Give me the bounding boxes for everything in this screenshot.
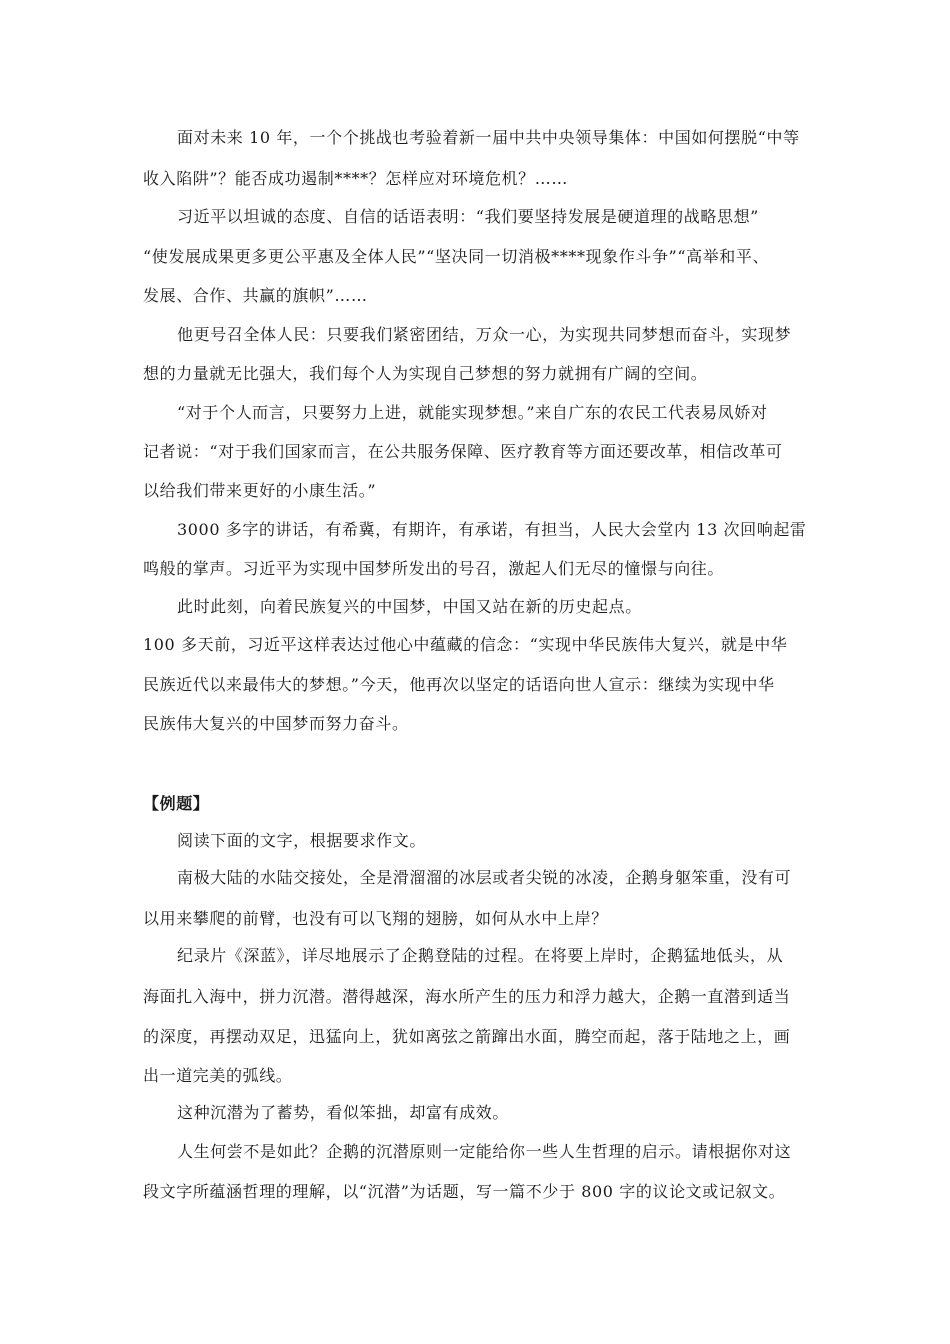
paragraph-line: 以给我们带来更好的小康生活。”	[143, 481, 377, 500]
example-heading: 【例题】	[143, 794, 210, 813]
paragraph-line: 鸣般的掌声。习近平为实现中国梦所发出的号召，激起人们无尽的憧憬与向往。	[143, 559, 725, 578]
paragraph-line: 面对未来 10 年，一个个挑战也考验着新一届中共中央领导集体：中国如何摆脱“中等	[177, 128, 800, 147]
paragraph-line: 阅读下面的文字，根据要求作文。	[177, 831, 427, 850]
paragraph-line: 以用来攀爬的前臂，也没有可以飞翔的翅膀，如何从水中上岸？	[143, 909, 608, 928]
paragraph-line: 收入陷阱”？能否成功遏制****？怎样应对环境危机？……	[143, 169, 568, 188]
paragraph-line: 民族伟大复兴的中国梦而努力奋斗。	[143, 714, 409, 733]
paragraph-line: 3000 多字的讲话，有希冀，有期许，有承诺，有担当，人民大会堂内 13 次回响起雷	[177, 520, 807, 539]
paragraph-line: 这种沉潜为了蓄势，看似笨拙，却富有成效。	[177, 1103, 510, 1122]
paragraph-line: 出一道完美的弧线。	[143, 1066, 293, 1085]
paragraph-line: 纪录片《深蓝》，详尽地展示了企鹅登陆的过程。在将要上岸时，企鹅猛地低头，从	[177, 946, 784, 965]
paragraph-line: 段文字所蕴涵哲理的理解，以“沉潜”为话题，写一篇不少于 800 字的议论文或记叙文。	[143, 1182, 786, 1201]
paragraph-line: 民族近代以来最伟大的梦想。”今天，他再次以坚定的话语向世人宣示：继续为实现中华	[143, 675, 775, 694]
paragraph-line: 的深度，再摆动双足，迅猛向上，犹如离弦之箭蹿出水面，腾空而起，落于陆地之上，画	[143, 1027, 791, 1046]
paragraph-line: 南极大陆的水陆交接处，全是滑溜溜的冰层或者尖锐的冰凌，企鹅身躯笨重，没有可	[177, 868, 792, 887]
paragraph-line: 记者说：“对于我们国家而言，在公共服务保障、医疗教育等方面还要改革，相信改革可	[143, 442, 783, 461]
paragraph-line: “使发展成果更多更公平惠及全体人民”“坚决同一切消极****现象作斗争”“高举和平、	[143, 247, 770, 266]
paragraph-line: 100 多天前，习近平这样表达过他心中蕴藏的信念：“实现中华民族伟大复兴，就是中华	[143, 635, 788, 654]
paragraph-line: 发展、合作、共赢的旗帜”……	[143, 286, 368, 305]
paragraph-line: 海面扎入海中，拼力沉潜。潜得越深，海水所产生的压力和浮力越大，企鹅一直潜到适当	[143, 987, 791, 1006]
paragraph-line: 此时此刻，向着民族复兴的中国梦，中国又站在新的历史起点。	[177, 597, 642, 616]
paragraph-line: 想的力量就无比强大，我们每个人为实现自己梦想的努力就拥有广阔的空间。	[143, 364, 708, 383]
paragraph-line: 人生何尝不是如此？企鹅的沉潜原则一定能给你一些人生哲理的启示。请根据你对这	[177, 1142, 792, 1161]
paragraph-line: 他更号召全体人民：只要我们紧密团结，万众一心，为实现共同梦想而奋斗，实现梦	[177, 325, 792, 344]
paragraph-line: “对于个人而言，只要努力上进，就能实现梦想。”来自广东的农民工代表易凤娇对	[177, 403, 768, 422]
paragraph-line: 习近平以坦诚的态度、自信的话语表明：“我们要坚持发展是硬道理的战略思想”	[177, 207, 759, 226]
